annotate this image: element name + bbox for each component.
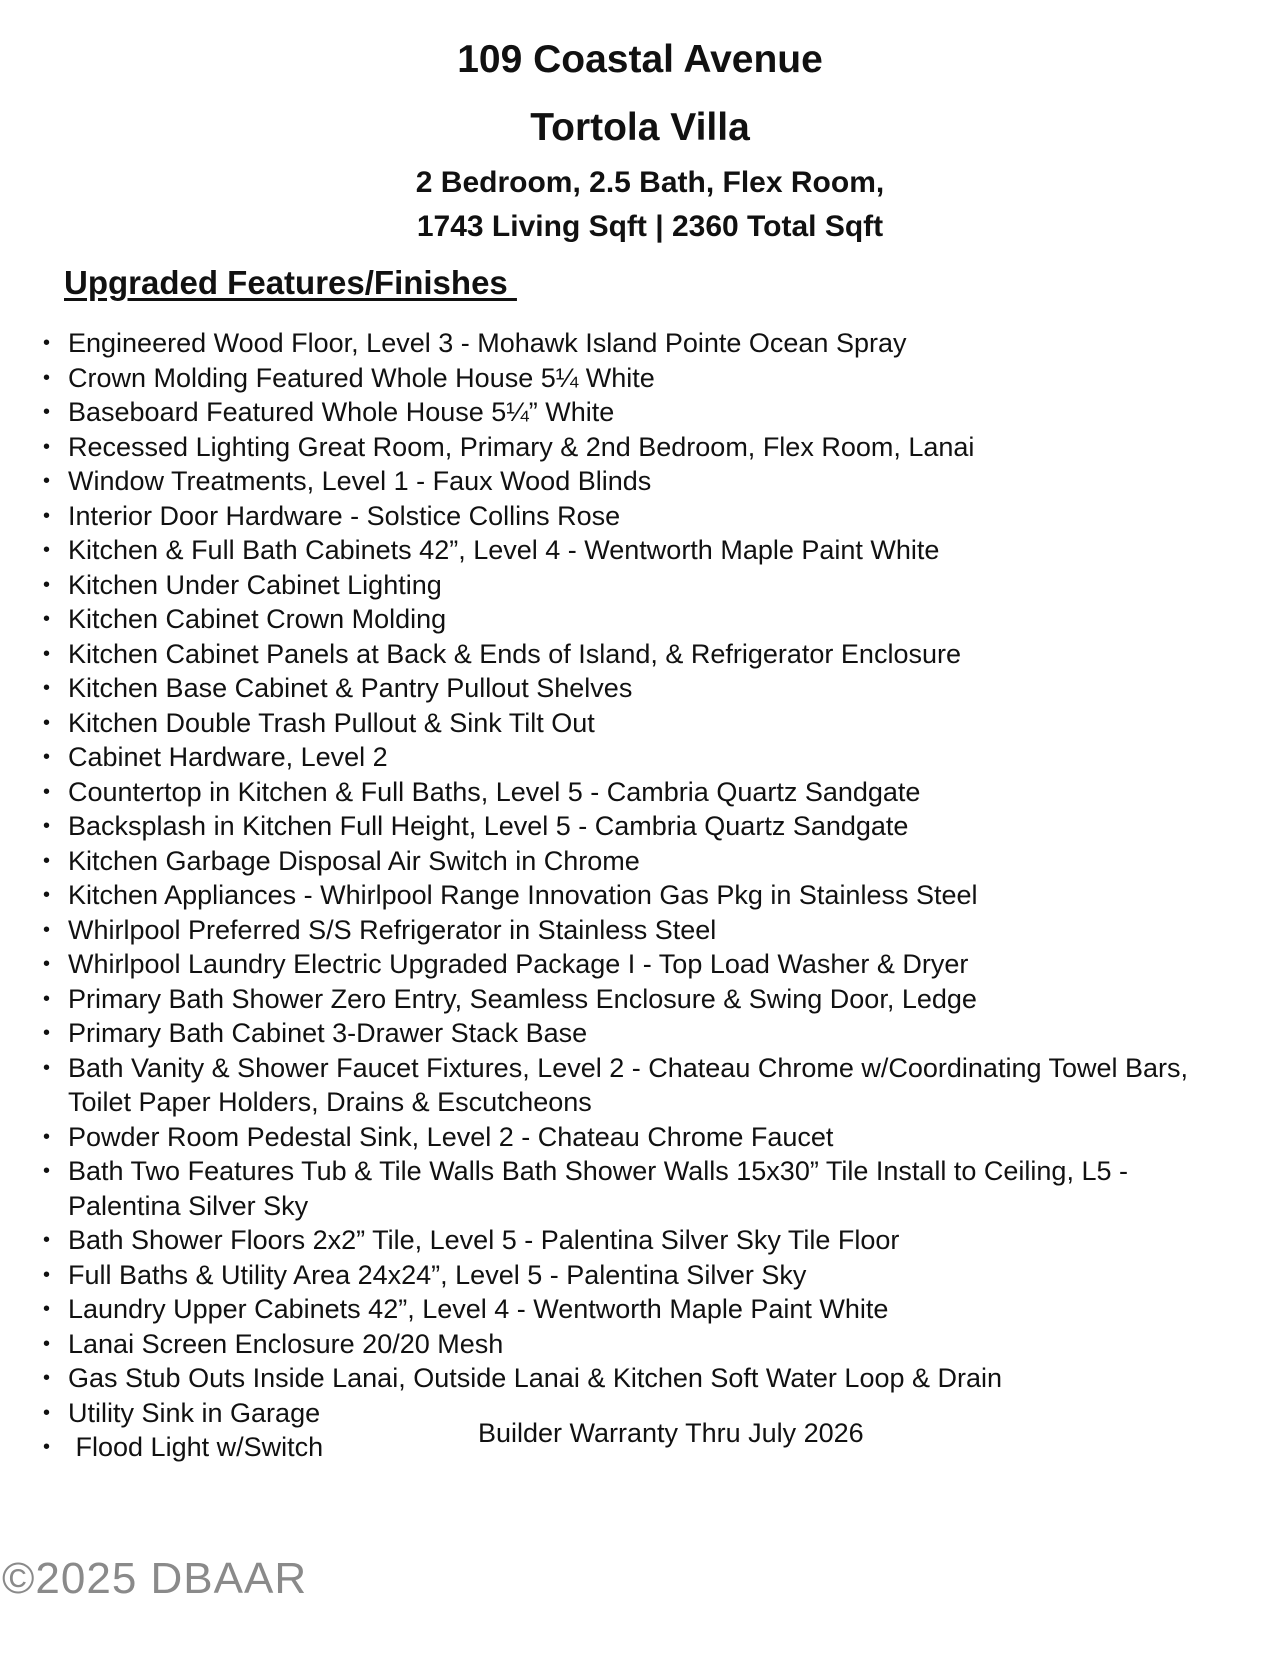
feature-item bbox=[40, 568, 1240, 603]
feature-text: Primary Bath Shower Zero Entry, Seamless Enclosure & Swing Door, Ledge bbox=[68, 983, 977, 1014]
bullet-icon: • bbox=[43, 1263, 51, 1286]
bullet-icon: • bbox=[43, 1401, 51, 1424]
feature-text: Bath Vanity & Shower Faucet Fixtures, Level 2 - Chateau Chrome w/Coordinating Towel Bars, Toilet Paper Holders, Drains & Escutcheons bbox=[68, 1052, 1196, 1117]
feature-text: Primary Bath Cabinet 3-Drawer Stack Base bbox=[68, 1018, 588, 1048]
feature-item bbox=[40, 361, 1240, 396]
feature-text: Gas Stub Outs Inside Lanai, Outside Lanai & Kitchen Soft Water Loop & Drain bbox=[68, 1363, 1003, 1393]
feature-item bbox=[40, 1223, 1240, 1258]
feature-text: Kitchen Base Cabinet & Pantry Pullout Shelves bbox=[68, 673, 633, 703]
features-list bbox=[40, 326, 1240, 1465]
bullet-icon: • bbox=[43, 953, 51, 975]
feature-text: Bath Shower Floors 2x2” Tile, Level 5 - Palentina Silver Sky Tile Floor bbox=[68, 1225, 900, 1255]
feature-item bbox=[40, 878, 1240, 913]
feature-text: Baseboard Featured Whole House 5¼” White bbox=[68, 397, 615, 427]
feature-item bbox=[40, 775, 1240, 810]
bullet-icon: • bbox=[43, 780, 51, 803]
feature-item bbox=[40, 913, 1240, 948]
bullet-icon: • bbox=[43, 1229, 51, 1251]
bullet-icon: • bbox=[43, 1056, 51, 1079]
feature-item bbox=[40, 533, 1240, 568]
bullet-icon: • bbox=[43, 470, 51, 492]
feature-item bbox=[40, 947, 1240, 982]
copyright-watermark: ©2025 DBAAR bbox=[2, 1554, 308, 1603]
bullet-icon: • bbox=[43, 608, 51, 630]
section-title: Upgraded Features/Finishes bbox=[64, 264, 517, 301]
feature-item bbox=[40, 844, 1240, 879]
feature-text: Whirlpool Preferred S/S Refrigerator in Stainless Steel bbox=[68, 914, 717, 945]
bullet-icon: • bbox=[43, 1367, 51, 1389]
feature-text: Laundry Upper Cabinets 42”, Level 4 - Wentworth Maple Paint White bbox=[68, 1294, 889, 1324]
feature-text: Kitchen Appliances - Whirlpool Range Innovation Gas Pkg in Stainless Steel bbox=[68, 880, 978, 910]
bullet-icon: • bbox=[43, 1436, 51, 1458]
feature-item bbox=[40, 1016, 1240, 1051]
feature-item bbox=[40, 395, 1240, 430]
bullet-icon: • bbox=[43, 504, 51, 527]
bullet-icon: • bbox=[43, 1160, 51, 1182]
model-name: Tortola Villa bbox=[530, 106, 750, 149]
bullet-icon: • bbox=[43, 642, 51, 665]
bullet-icon: • bbox=[43, 435, 51, 458]
feature-item bbox=[40, 671, 1240, 706]
feature-item bbox=[40, 740, 1240, 775]
feature-item bbox=[40, 1120, 1240, 1155]
feature-item bbox=[40, 1258, 1240, 1293]
feature-text: Flood Light w/Switch bbox=[68, 1432, 324, 1462]
bullet-icon: • bbox=[43, 1332, 51, 1355]
feature-text: Kitchen Cabinet Crown Molding bbox=[68, 604, 447, 634]
bullet-icon: • bbox=[43, 677, 51, 699]
feature-item bbox=[40, 1051, 1240, 1120]
bullet-icon: • bbox=[43, 815, 51, 837]
feature-item bbox=[40, 430, 1240, 465]
feature-text: Bath Two Features Tub & Tile Walls Bath Shower Walls 15x30” Tile Install to Ceiling, L5 - Palentina Silver Sky bbox=[68, 1156, 1136, 1221]
bullet-icon: • bbox=[43, 1298, 51, 1320]
feature-text: Powder Room Pedestal Sink, Level 2 - Chateau Chrome Faucet bbox=[68, 1121, 834, 1152]
feature-item bbox=[40, 499, 1240, 534]
bullet-icon: • bbox=[43, 849, 51, 872]
bullet-icon: • bbox=[43, 401, 51, 423]
feature-item bbox=[40, 1327, 1240, 1362]
feature-text: Kitchen Garbage Disposal Air Switch in Chrome bbox=[68, 845, 640, 876]
bullet-icon: • bbox=[43, 884, 51, 906]
feature-text: Interior Door Hardware - Solstice Collins Rose bbox=[68, 500, 621, 531]
feature-text: Utility Sink in Garage bbox=[68, 1397, 321, 1428]
feature-text: Kitchen Cabinet Panels at Back & Ends of Island, & Refrigerator Enclosure bbox=[68, 638, 961, 669]
feature-text: Recessed Lighting Great Room, Primary & 2nd Bedroom, Flex Room, Lanai bbox=[68, 431, 975, 462]
feature-text: Kitchen Under Cabinet Lighting bbox=[68, 569, 442, 600]
feature-item bbox=[40, 464, 1240, 499]
feature-text: Full Baths & Utility Area 24x24”, Level 5 - Palentina Silver Sky bbox=[68, 1259, 807, 1290]
feature-text: Kitchen Double Trash Pullout & Sink Tilt Out bbox=[68, 707, 595, 738]
bullet-icon: • bbox=[43, 539, 51, 561]
feature-item bbox=[40, 602, 1240, 637]
feature-item bbox=[40, 809, 1240, 844]
feature-text: Engineered Wood Floor, Level 3 - Mohawk Island Pointe Ocean Spray bbox=[68, 328, 907, 358]
feature-item bbox=[40, 1361, 1240, 1396]
bullet-icon: • bbox=[43, 918, 51, 941]
feature-text: Backsplash in Kitchen Full Height, Level 5 - Cambria Quartz Sandgate bbox=[68, 811, 909, 841]
warranty-note: Builder Warranty Thru July 2026 bbox=[478, 1418, 864, 1448]
specs-line-sqft: 1743 Living Sqft | 2360 Total Sqft bbox=[416, 210, 884, 243]
feature-text: Window Treatments, Level 1 - Faux Wood Blinds bbox=[68, 466, 652, 496]
property-address: 109 Coastal Avenue bbox=[457, 38, 823, 81]
feature-text: Countertop in Kitchen & Full Baths, Level 5 - Cambria Quartz Sandgate bbox=[68, 776, 921, 807]
bullet-icon: • bbox=[43, 987, 51, 1010]
feature-text: Crown Molding Featured Whole House 5¼ White bbox=[68, 362, 655, 393]
feature-item bbox=[40, 706, 1240, 741]
feature-item bbox=[40, 1292, 1240, 1327]
feature-text: Kitchen & Full Bath Cabinets 42”, Level 4 - Wentworth Maple Paint White bbox=[68, 535, 940, 565]
specs-line-bed-bath: 2 Bedroom, 2.5 Bath, Flex Room, bbox=[415, 166, 885, 199]
bullet-icon: • bbox=[43, 1125, 51, 1148]
feature-item bbox=[40, 637, 1240, 672]
feature-text: Cabinet Hardware, Level 2 bbox=[68, 742, 388, 772]
bullet-icon: • bbox=[43, 366, 51, 389]
bullet-icon: • bbox=[43, 332, 51, 354]
feature-text: Lanai Screen Enclosure 20/20 Mesh bbox=[68, 1328, 504, 1359]
bullet-icon: • bbox=[43, 573, 51, 596]
bullet-icon: • bbox=[43, 746, 51, 768]
feature-text: Whirlpool Laundry Electric Upgraded Package I - Top Load Washer & Dryer bbox=[68, 949, 969, 979]
feature-item bbox=[40, 1154, 1240, 1223]
feature-item bbox=[40, 982, 1240, 1017]
bullet-icon: • bbox=[43, 711, 51, 734]
feature-item bbox=[40, 326, 1240, 361]
bullet-icon: • bbox=[43, 1022, 51, 1044]
